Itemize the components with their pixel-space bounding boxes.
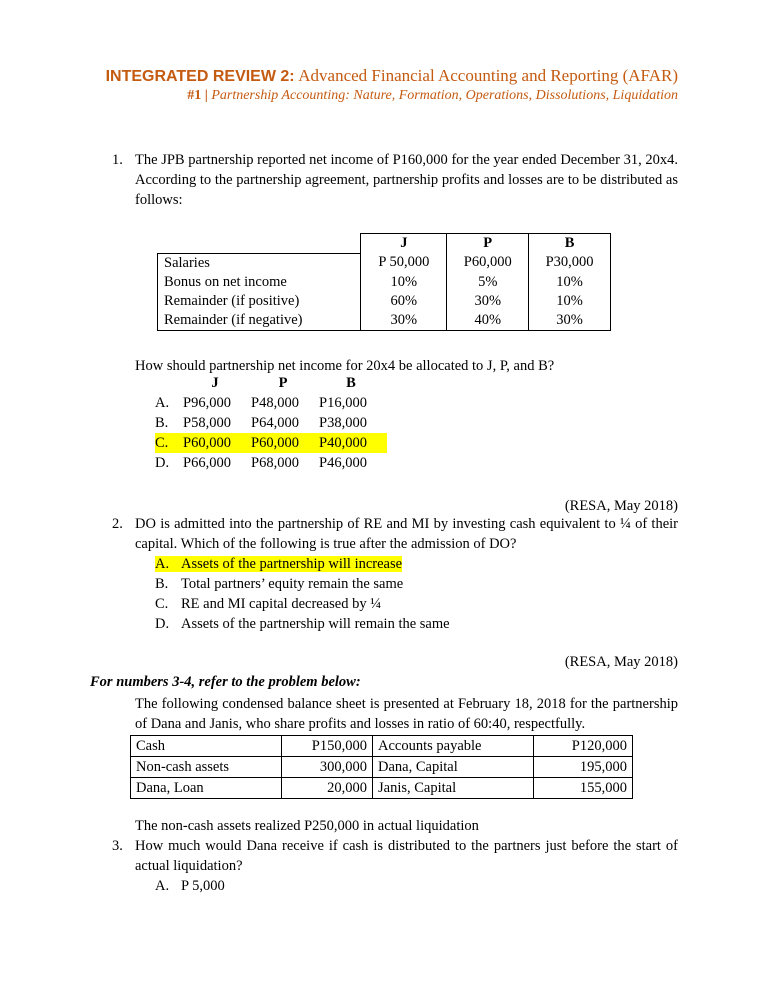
choice-letter: D. [155, 455, 170, 471]
q34-text: The following condensed balance sheet is presented at February 18, 2018 for the partnership of Dana and Janis, who share profits and losses in ratio of 60:40, respectfully. [135, 696, 678, 732]
choice-letter: C. [155, 435, 169, 451]
table-corner [158, 234, 361, 254]
choice-letter: B. [155, 576, 169, 592]
q1-text: The JPB partnership reported net income of P160,000 for the year ended December 31, 20x4. According to the partnership agreement, partnership profits and losses are to be distributed as follows: [135, 152, 678, 208]
table-header-j: J [361, 234, 447, 254]
q34-note: The non-cash assets realized P250,000 in actual liquidation [135, 818, 479, 834]
table-row [131, 736, 633, 757]
row-label: Salaries [158, 253, 361, 273]
bs-left-value: 300,000 [282, 757, 373, 778]
cell: 10% [361, 273, 447, 292]
choice-text: P 5,000 [181, 878, 225, 894]
choice-value: P68,000 [251, 455, 299, 471]
table-row [158, 253, 611, 273]
choice-text: Assets of the partnership will remain the same [181, 616, 450, 632]
cell: 5% [447, 273, 529, 292]
choice-value: P58,000 [183, 415, 231, 431]
q3-number: 3. [112, 838, 123, 854]
bs-right-label: Dana, Capital [373, 757, 534, 778]
bs-left-value: P150,000 [282, 736, 373, 757]
header-sub-number: #1 | [187, 88, 208, 103]
choice-letter: B. [155, 415, 169, 431]
q2-text: DO is admitted into the partnership of RE and MI by investing cash equivalent to ¼ of their capital. Which of the following is true after the admission of DO? [135, 516, 678, 552]
choice-text: Total partners’ equity remain the same [181, 576, 404, 592]
cell: P30,000 [529, 253, 611, 273]
choice-value: P60,000 [183, 435, 231, 451]
table-row [158, 292, 611, 311]
q1-question: How should partnership net income for 20x4 be allocated to J, P, and B? [135, 358, 555, 374]
choice-text: RE and MI capital decreased by ¼ [181, 596, 382, 612]
q1-distribution-table [157, 233, 611, 331]
choice-value: P60,000 [251, 435, 299, 451]
choice-header-b: B [346, 375, 356, 391]
bs-right-label: Accounts payable [373, 736, 534, 757]
q2-choice-c[interactable] [155, 594, 450, 614]
choice-value: P64,000 [251, 415, 299, 431]
q3-text: How much would Dana receive if cash is distributed to the partners just before the start of actual liquidation? [135, 838, 678, 874]
choice-row-b[interactable] [155, 413, 387, 433]
cell: P 50,000 [361, 253, 447, 273]
choice-text: Assets of the partnership will increase [181, 556, 403, 572]
table-header-p: P [447, 234, 529, 254]
row-label: Remainder (if positive) [158, 292, 361, 311]
cell: 10% [529, 273, 611, 292]
choice-value: P66,000 [183, 455, 231, 471]
row-label: Bonus on net income [158, 273, 361, 292]
q1-choices [155, 373, 387, 473]
choice-value: P96,000 [183, 395, 231, 411]
table-row [158, 273, 611, 292]
q2-choice-d[interactable] [155, 614, 450, 634]
bs-right-value: P120,000 [534, 736, 633, 757]
page-header-title [106, 66, 678, 86]
bs-right-value: 155,000 [534, 778, 633, 799]
q3-choice-a[interactable] [155, 876, 225, 896]
q2-source: (RESA, May 2018) [564, 654, 678, 670]
cell: 10% [529, 292, 611, 311]
bs-left-label: Dana, Loan [131, 778, 282, 799]
cell: P60,000 [447, 253, 529, 273]
choice-header-p: P [278, 375, 288, 391]
cell: 30% [529, 311, 611, 331]
choice-value: P48,000 [251, 395, 299, 411]
cell: 40% [447, 311, 529, 331]
table-row [131, 778, 633, 799]
q34-intro: For numbers 3-4, refer to the problem below: [90, 674, 361, 690]
q2-number: 2. [112, 516, 123, 532]
choice-letter: A. [155, 878, 170, 894]
q2-choice-a[interactable] [155, 554, 450, 574]
header-title-bold: INTEGRATED REVIEW 2: [105, 68, 295, 85]
cell: 30% [447, 292, 529, 311]
choice-row-c-highlighted[interactable] [155, 433, 387, 453]
q2-choice-b[interactable] [155, 574, 450, 594]
q1-number: 1. [112, 152, 123, 168]
cell: 30% [361, 311, 447, 331]
choice-row-a[interactable] [155, 393, 387, 413]
bs-left-label: Non-cash assets [131, 757, 282, 778]
choice-header-j: J [211, 375, 219, 391]
choice-row-d[interactable] [155, 453, 387, 473]
row-label: Remainder (if negative) [158, 311, 361, 331]
q1-source: (RESA, May 2018) [564, 498, 678, 514]
choice-value: P38,000 [319, 415, 367, 431]
bs-left-value: 20,000 [282, 778, 373, 799]
q2-choices [155, 554, 450, 634]
table-row [131, 757, 633, 778]
page-header-subtitle [187, 88, 678, 104]
choice-letter: C. [155, 596, 169, 612]
bs-left-label: Cash [131, 736, 282, 757]
choice-header-spacer [155, 373, 183, 393]
bs-right-label: Janis, Capital [373, 778, 534, 799]
choice-value: P46,000 [319, 455, 367, 471]
bs-right-value: 195,000 [534, 757, 633, 778]
table-row [158, 311, 611, 331]
table-header-b: B [529, 234, 611, 254]
header-title-rest: Advanced Financial Accounting and Reporting (AFAR) [298, 66, 678, 85]
balance-sheet-table [130, 735, 633, 799]
choice-letter: A. [155, 556, 170, 572]
cell: 60% [361, 292, 447, 311]
choice-value: P16,000 [319, 395, 367, 411]
choice-letter: D. [155, 616, 170, 632]
header-sub-text: Partnership Accounting: Nature, Formation, Operations, Dissolutions, Liquidation [211, 88, 678, 103]
choice-value: P40,000 [319, 435, 367, 451]
choice-letter: A. [155, 395, 170, 411]
